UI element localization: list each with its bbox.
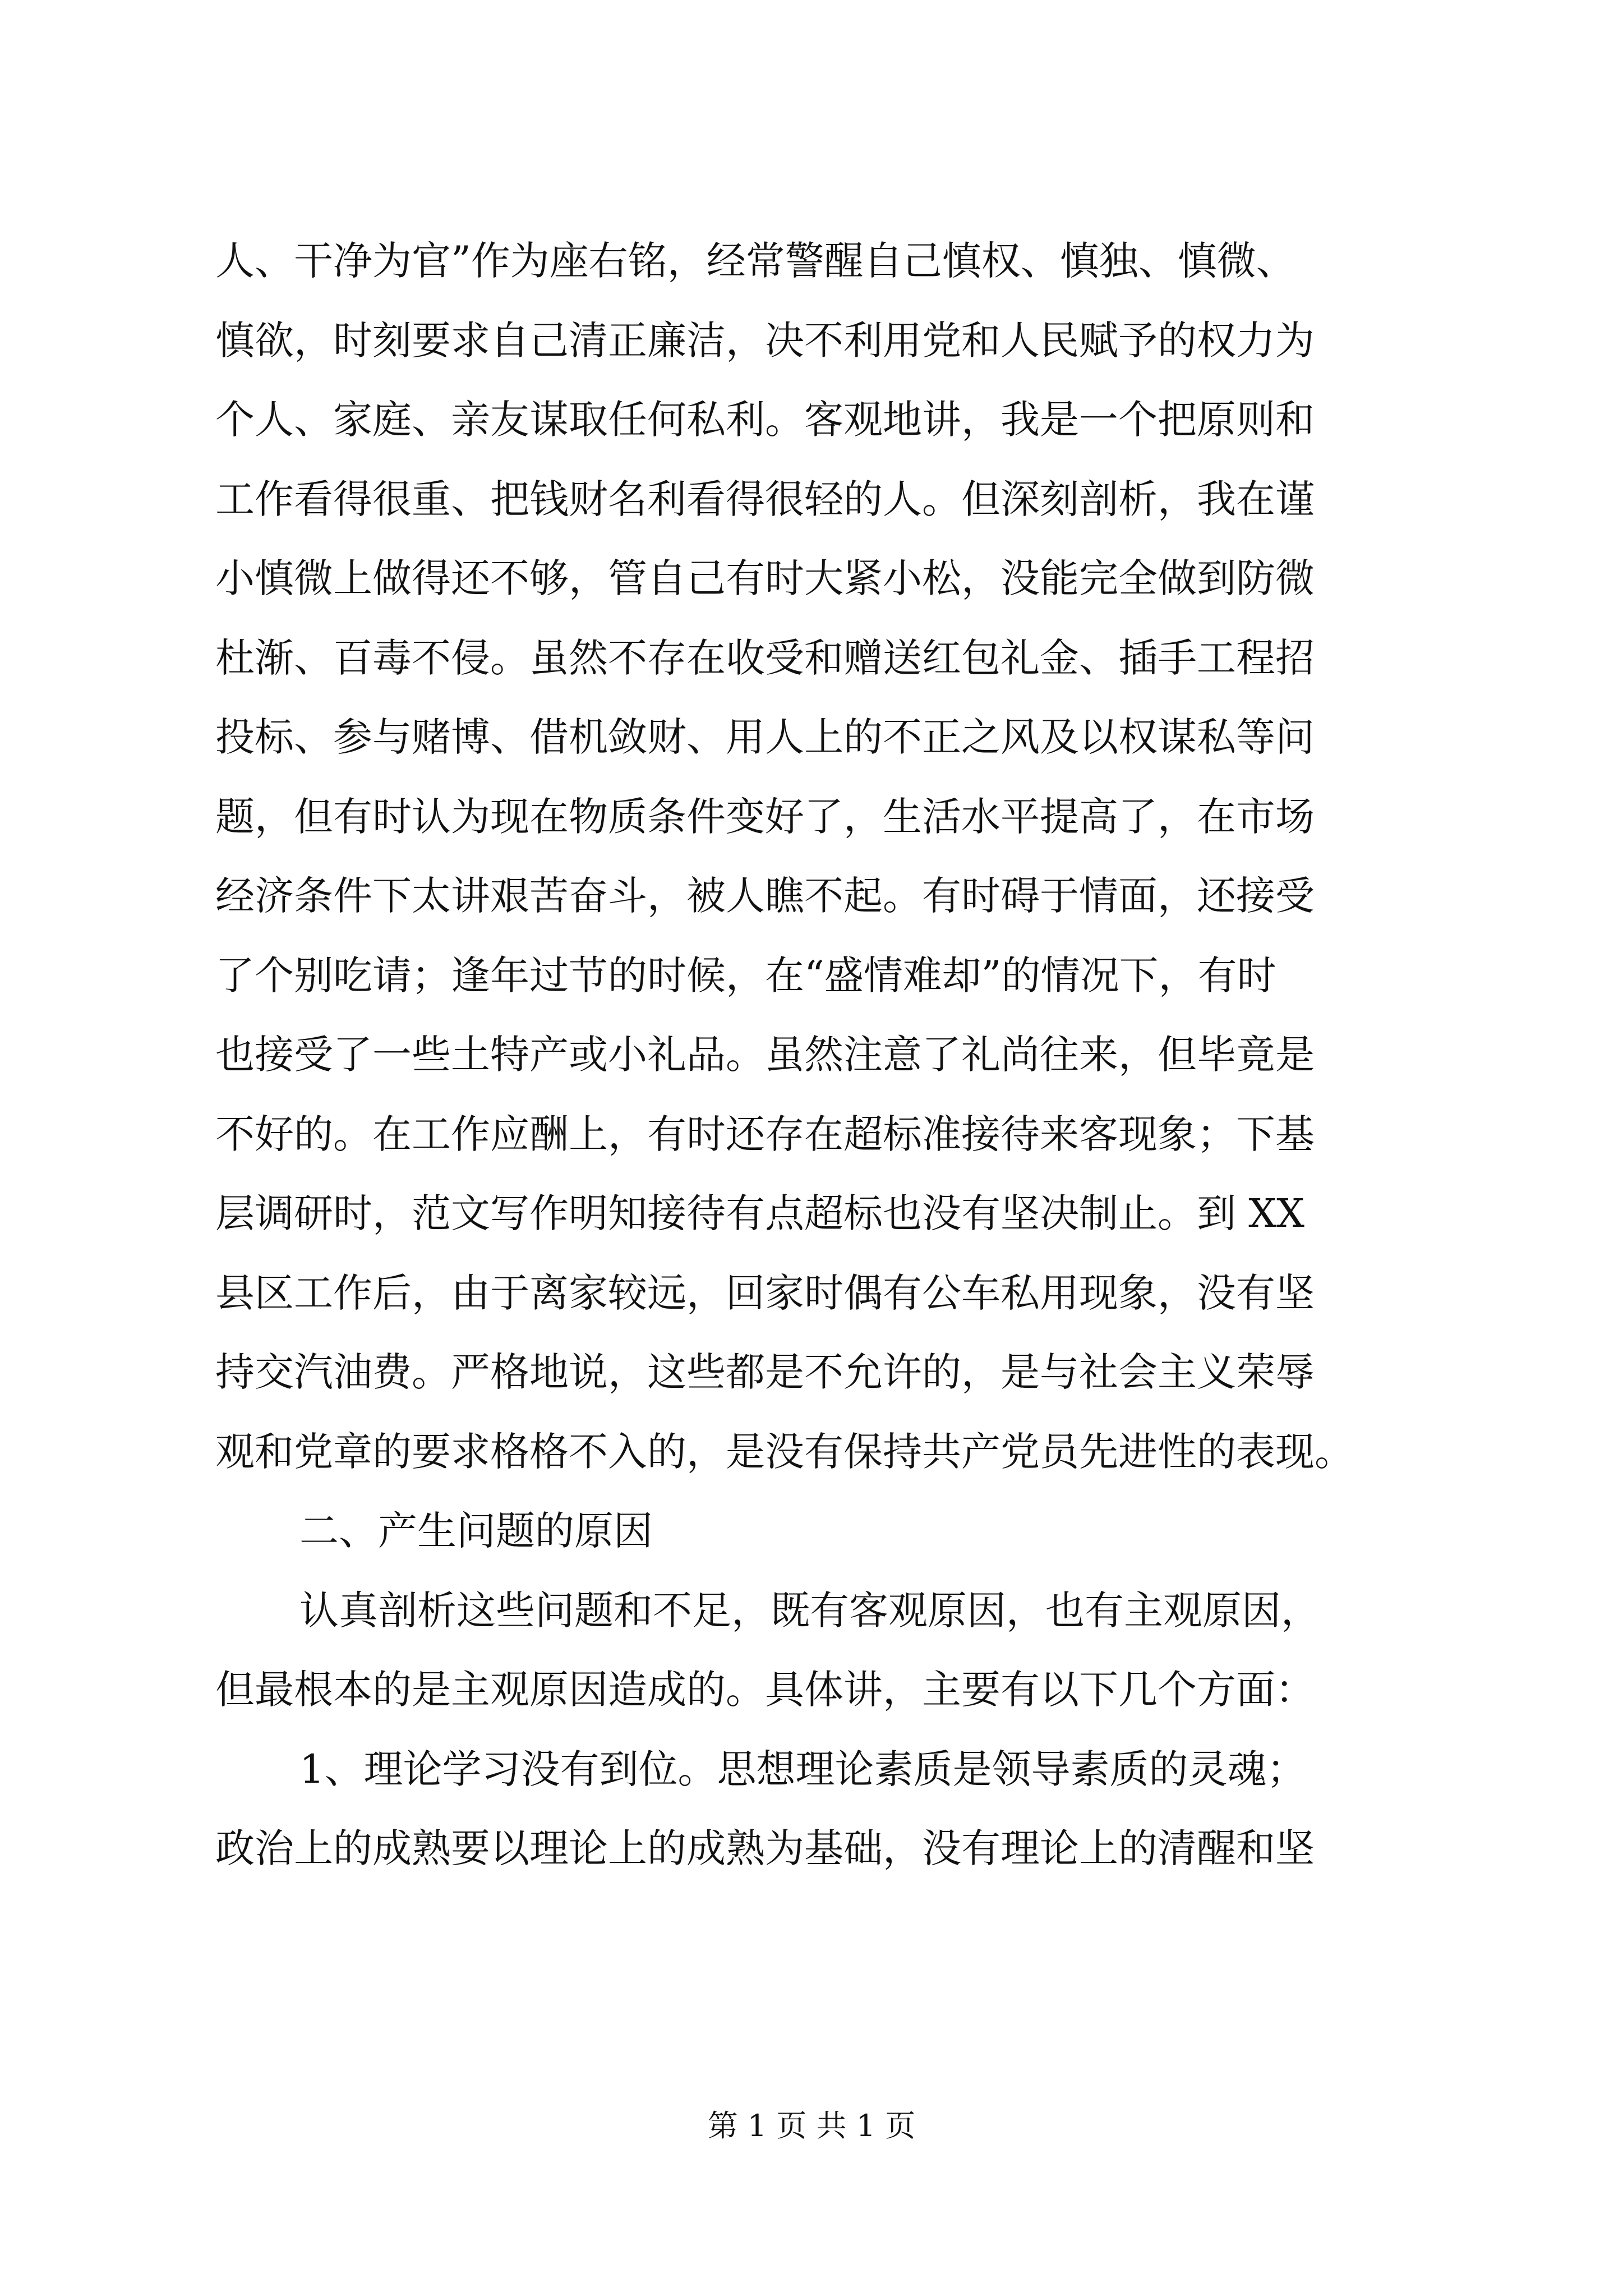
text-line: 了个别吃请；逢年过节的时候，在“盛情难却”的情况下，有时 — [215, 952, 1276, 999]
text-line: 小慎微上做得还不够，管自己有时大紧小松，没能完全做到防微 — [215, 555, 1315, 601]
text-line: 杜渐、百毒不侵。虽然不存在收受和赠送红包礼金、插手工程招 — [215, 634, 1315, 681]
text-line: 工作看得很重、把钱财名利看得很轻的人。但深刻剖析，我在谨 — [215, 476, 1315, 522]
text-line: 个人、家庭、亲友谋取任何私利。客观地讲，我是一个把原则和 — [215, 397, 1315, 443]
text-line: 慎欲，时刻要求自己清正廉洁，决不利用党和人民赋予的权力为 — [215, 317, 1315, 364]
text-line: 政治上的成熟要以理论上的成熟为基础，没有理论上的清醒和坚 — [215, 1825, 1315, 1871]
text-line: 人、干净为官”作为座右铭，经常警醒自己慎权、慎独、慎微、 — [215, 238, 1295, 284]
body-text — [215, 222, 1410, 1889]
text-line: 投标、参与赌博、借机敛财、用人上的不正之风及以权谋私等问 — [215, 714, 1315, 760]
text-line: 认真剖析这些问题和不足，既有客观原因，也有主观原因， — [299, 1587, 1320, 1634]
text-line: 1、理论学习没有到位。思想理论素质是领导素质的灵魂； — [299, 1746, 1306, 1792]
section-heading: 二、产生问题的原因 — [299, 1508, 653, 1554]
text-line: 层调研时，范文写作明知接待有点超标也没有坚决制止。到 XX — [215, 1190, 1304, 1236]
text-line: 县区工作后，由于离家较远，回家时偶有公车私用现象，没有坚 — [215, 1269, 1315, 1316]
text-line: 也接受了一些土特产或小礼品。虽然注意了礼尚往来，但毕竟是 — [215, 1032, 1315, 1078]
text-line: 但最根本的是主观原因造成的。具体讲，主要有以下几个方面： — [215, 1667, 1315, 1713]
text-line: 题，但有时认为现在物质条件变好了，生活水平提高了，在市场 — [215, 793, 1315, 840]
page-footer: 第 1 页 共 1 页 — [707, 2108, 916, 2143]
text-line: 经济条件下太讲艰苦奋斗，被人瞧不起。有时碍于情面，还接受 — [215, 873, 1315, 919]
text-line: 观和党章的要求格格不入的，是没有保持共产党员先进性的表现。 — [215, 1428, 1354, 1475]
text-line: 不好的。在工作应酬上，有时还存在超标准接待来客现象；下基 — [215, 1111, 1315, 1157]
text-line: 持交汽油费。严格地说，这些都是不允许的，是与社会主义荣辱 — [215, 1349, 1315, 1395]
